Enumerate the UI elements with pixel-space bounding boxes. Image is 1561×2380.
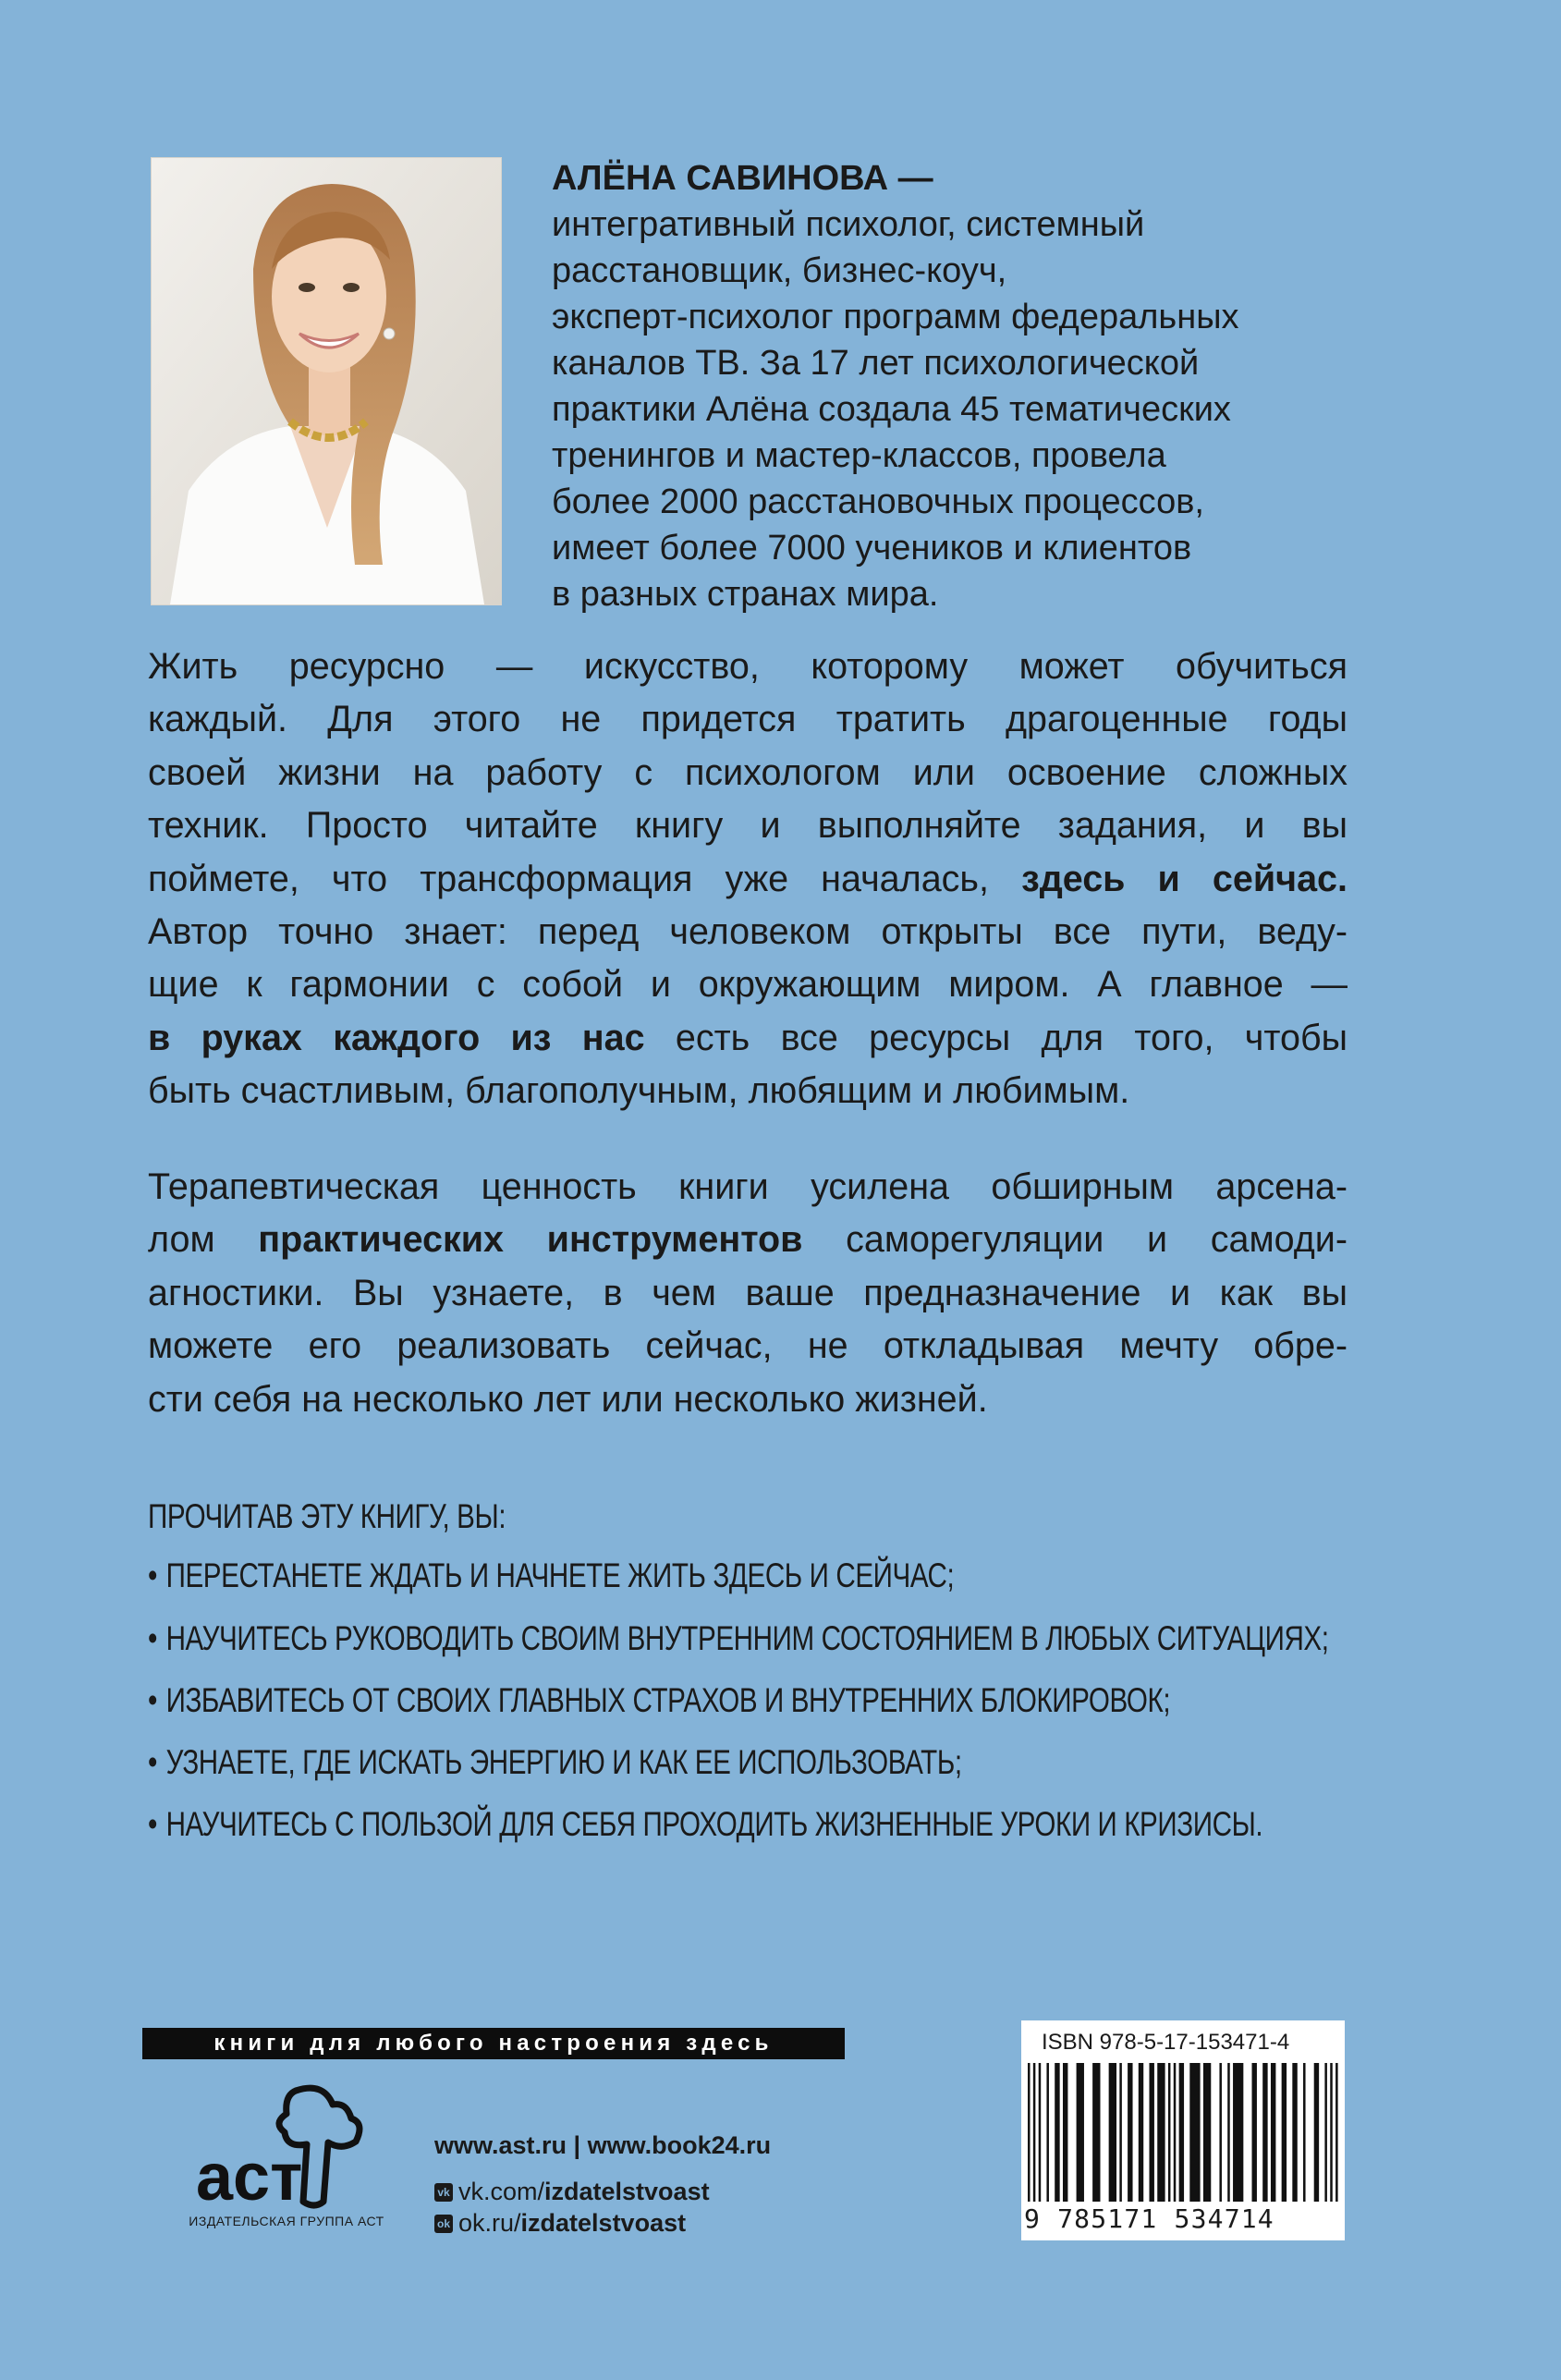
barcode-bar [1109,2063,1116,2202]
bullet-icon: • [148,1743,157,1781]
barcode-bar [1033,2063,1036,2202]
barcode-bar [1262,2063,1267,2202]
paragraph-line: Автор точно знает: перед человеком открыты все пути, веду- [148,911,1348,953]
barcode-bar [1219,2063,1222,2202]
vk-link[interactable] [434,2178,710,2206]
bio-line: расстановщик, бизнес-коуч, [552,251,1007,290]
paragraph-line: техник. Просто читайте книгу и выполняйте задания, и вы [148,805,1348,847]
barcode-bar [1179,2063,1184,2202]
vk-icon: vk [434,2183,453,2202]
isbn-number: ISBN 978-5-17-153471-4 [1042,2030,1290,2055]
barcode-bar [1149,2063,1153,2202]
barcode-bar [1046,2063,1049,2202]
bio-line: интегративный психолог, системный [552,205,1145,244]
bio-line: эксперт-психолог программ федеральных [552,298,1239,336]
author-bio [552,155,1365,617]
paragraph-line: Терапевтическая ценность книги усилена обширным арсена- [148,1166,1348,1207]
description-paragraph-1 [148,641,1348,1118]
paragraph-line: агностики. Вы узнаете, в чем ваше предназначение и как вы [148,1272,1348,1313]
emphasis-here-and-now: здесь и сейчас. [1021,858,1348,899]
author-heading [552,155,1365,201]
ast-logo-icon [185,2081,388,2211]
benefit-text: НАУЧИТЕСЬ С ПОЛЬЗОЙ ДЛЯ СЕБЯ ПРОХОДИТЬ ЖИЗНЕННЫЕ УРОКИ И КРИЗИСЫ. [165,1805,1263,1843]
barcode-bar [1077,2063,1084,2202]
bio-line: более 2000 расстановочных процессов, [552,482,1204,521]
paragraph-line [148,853,1348,906]
paragraph-line: быть счастливым, благополучным, любящим и любимым. [148,1070,1130,1112]
barcode-bar [1303,2063,1306,2202]
ok-prefix: ok.ru/ [458,2209,521,2237]
barcode-bar [1335,2063,1338,2202]
barcode-bar [1174,2063,1177,2202]
barcode-bar [1324,2063,1327,2202]
barcode-bar [1063,2063,1067,2202]
barcode-bar [1119,2063,1122,2202]
barcode-digits: 9 785171 534714 [1024,2203,1274,2234]
barcode-bar [1271,2063,1275,2202]
benefit-text: НАУЧИТЕСЬ РУКОВОДИТЬ СВОИМ ВНУТРЕННИМ СОСТОЯНИЕМ В ЛЮБЫХ СИТУАЦИЯХ; [165,1619,1329,1657]
publisher-websites[interactable]: www.ast.ru | www.book24.ru [434,2131,772,2159]
bio-line: практики Алёна создала 45 тематических [552,390,1231,429]
ok-link[interactable] [434,2209,686,2238]
ast-logo-text: аст [196,2141,303,2211]
paragraph-text: есть все ресурсы для того, чтобы [644,1017,1348,1058]
barcode-bar [1203,2063,1211,2202]
barcode-icon [1028,2063,1338,2202]
barcode-bar [1314,2063,1319,2202]
description-paragraph-2 [148,1161,1348,1426]
barcode-bar [1292,2063,1297,2202]
barcode-bar [1227,2063,1230,2202]
bullet-icon: • [148,1805,157,1843]
benefit-item [148,1556,954,1595]
ast-logo [185,2081,388,2211]
barcode-bar [1233,2063,1243,2202]
paragraph-line: Жить ресурсно — искусство, которому может обучиться [148,646,1348,687]
paragraph-line: сти себя на несколько лет или несколько жизней. [148,1378,988,1420]
ok-icon: ok [434,2215,453,2233]
ok-handle: izdatelstvoast [520,2209,687,2237]
benefit-item [148,1681,1170,1720]
paragraph-line: щие к гармонии с собой и окружающим миром. А главное — [148,964,1348,1006]
bio-line: каналов ТВ. За 17 лет психологической [552,344,1200,383]
barcode-bar [1055,2063,1059,2202]
benefit-item [148,1619,1329,1658]
slogan-bar: книги для любого настроения здесь [142,2028,845,2059]
paragraph-text: саморегуляции и самоди- [802,1219,1348,1261]
author-portrait-image [152,158,501,604]
barcode-bar [1330,2063,1333,2202]
author-photo [151,157,502,605]
vk-handle: izdatelstvoast [544,2178,710,2205]
bio-line: в разных странах мира. [552,575,939,614]
paragraph-text: поймете, что трансформация уже началась, [148,858,1022,899]
barcode-bar [1039,2063,1042,2202]
benefit-text: ИЗБАВИТЕСЬ ОТ СВОИХ ГЛАВНЫХ СТРАХОВ И ВНУТРЕННИХ БЛОКИРОВОК; [165,1681,1171,1719]
bio-line: имеет более 7000 учеников и клиентов [552,529,1192,568]
bullet-icon: • [148,1619,157,1657]
benefit-text: УЗНАЕТЕ, ГДЕ ИСКАТЬ ЭНЕРГИЮ И КАК ЕЕ ИСПОЛЬЗОВАТЬ; [165,1743,962,1781]
paragraph-line: можете его реализовать сейчас, не откладывая мечту обре- [148,1325,1348,1367]
emphasis-in-our-hands: в руках каждого из нас [148,1017,645,1058]
benefit-item [148,1743,962,1782]
barcode-bar [1252,2063,1257,2202]
vk-prefix: vk.com/ [458,2178,545,2205]
barcode-bar [1168,2063,1171,2202]
author-name: АЛЁНА САВИНОВА [552,159,889,198]
author-name-dash: — [888,159,933,198]
barcode-bar [1157,2063,1165,2202]
paragraph-line [148,1012,1348,1065]
benefits-heading: ПРОЧИТАВ ЭТУ КНИГУ, ВЫ: [148,1497,506,1535]
bio-line: тренингов и мастер-классов, провела [552,436,1166,475]
paragraph-line: каждый. Для этого не придется тратить драгоценные годы [148,699,1348,740]
barcode-bar [1139,2063,1143,2202]
paragraph-text: лом [148,1219,259,1261]
benefit-text: ПЕРЕСТАНЕТЕ ЖДАТЬ И НАЧНЕТЕ ЖИТЬ ЗДЕСЬ И СЕЙЧАС; [165,1556,955,1594]
barcode-bar [1028,2063,1031,2202]
emphasis-practical-tools: практических инструментов [258,1219,803,1261]
barcode-bar [1282,2063,1287,2202]
barcode-bar [1092,2063,1100,2202]
paragraph-line [148,1214,1348,1266]
benefit-item [148,1805,1262,1844]
bullet-icon: • [148,1681,157,1719]
publisher-name: ИЗДАТЕЛЬСКАЯ ГРУППА АСТ [189,2214,384,2228]
barcode-bar [1128,2063,1132,2202]
paragraph-line: своей жизни на работу с психологом или освоение сложных [148,751,1348,793]
barcode-bar [1189,2063,1200,2202]
bullet-icon: • [148,1556,157,1594]
